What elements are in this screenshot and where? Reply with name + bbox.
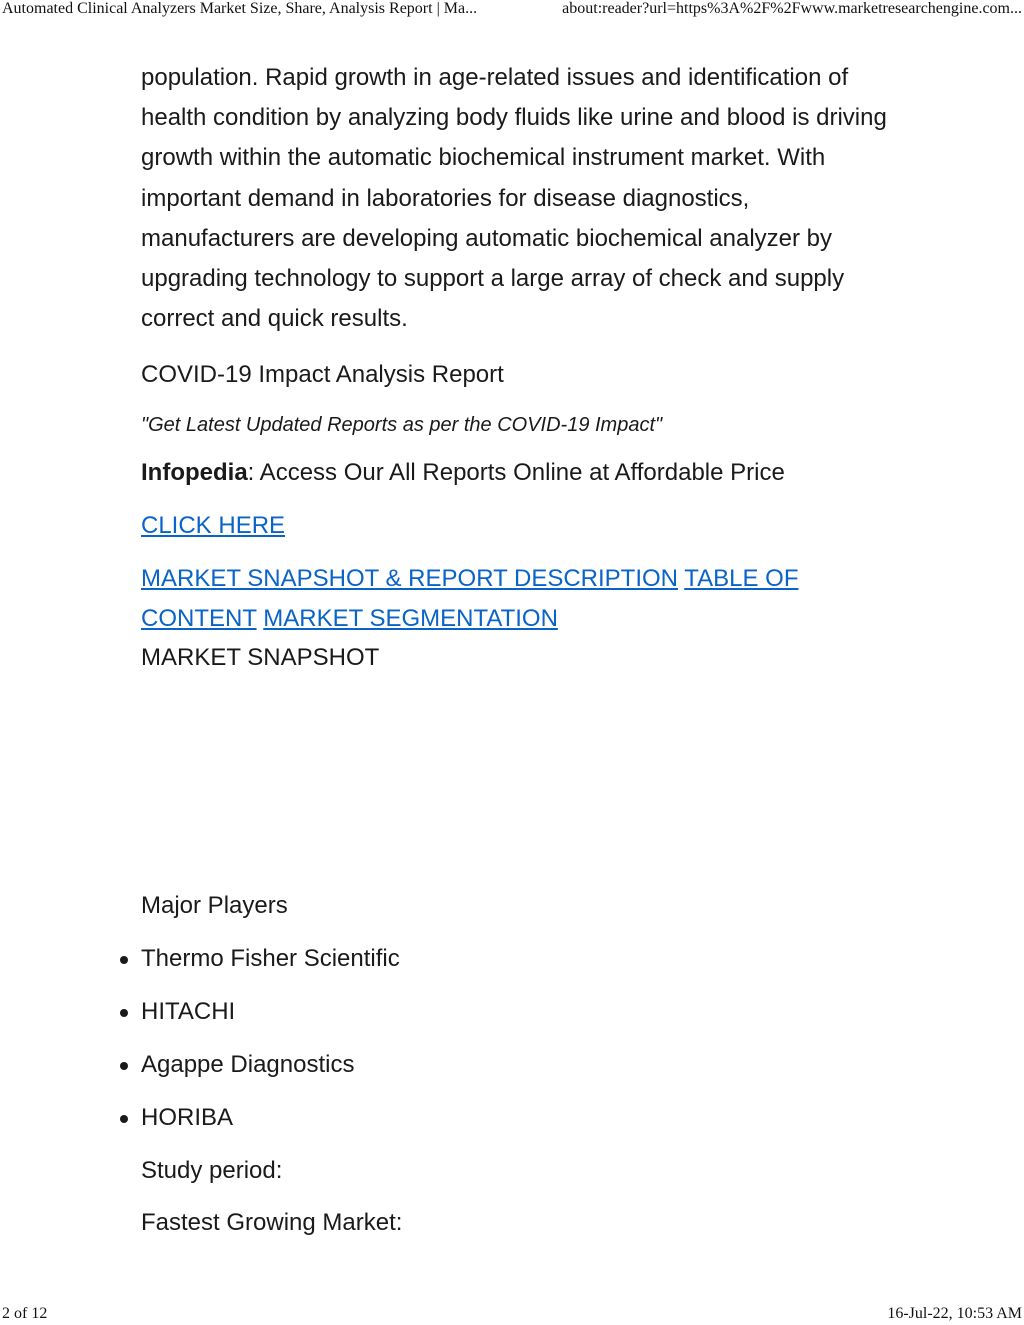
bullet-icon (120, 956, 128, 964)
fastest-growing-label: Fastest Growing Market: (141, 1209, 403, 1237)
infopedia-label: Infopedia (141, 459, 248, 487)
list-item (141, 1050, 901, 1080)
reader-article (141, 58, 901, 1260)
intro-paragraph: population. Rapid growth in age-related issues and identification of health condition by analyzing body fluids like urine and blood is driving growth within the automatic biochemical instrument market. With important demand in laboratories for disease diagnostics, manufacturers are developing automatic biochemical analyzer by upgrading technology to support a large array of check and supply correct and quick results. (141, 64, 887, 333)
bullet-icon (120, 1009, 128, 1017)
study-period-label: Study period: (141, 1157, 283, 1185)
page-number: 2 of 12 (2, 1305, 48, 1322)
major-players-label: Major Players (141, 892, 288, 920)
print-header (0, 0, 1024, 22)
snapshot-blank-area (141, 673, 901, 891)
player-name: HITACHI (141, 998, 236, 1026)
player-name: Agappe Diagnostics (141, 1051, 355, 1079)
report-nav-links (141, 559, 901, 639)
covid-heading: COVID-19 Impact Analysis Report (141, 361, 504, 389)
snapshot-title: MARKET SNAPSHOT (141, 644, 380, 672)
players-list (141, 944, 901, 1133)
infopedia-line (141, 458, 901, 488)
covid-note: "Get Latest Updated Reports as per the COVID-19 Impact" (141, 414, 663, 437)
list-item (141, 997, 901, 1027)
player-name: Thermo Fisher Scientific (141, 945, 400, 973)
infopedia-text: : Access Our All Reports Online at Affordable Price (247, 459, 785, 487)
print-footer (0, 1305, 1024, 1325)
list-item (141, 1103, 901, 1133)
click-here-link[interactable]: CLICK HERE (141, 512, 286, 540)
bullet-icon (120, 1115, 128, 1123)
segmentation-link[interactable]: MARKET SEGMENTATION (263, 605, 558, 633)
print-datetime: 16-Jul-22, 10:53 AM (887, 1305, 1022, 1322)
table-of-content-link[interactable]: TABLE OF CONTENT (141, 565, 799, 633)
list-item (141, 944, 901, 974)
print-header-title: Automated Clinical Analyzers Market Size, Share, Analysis Report | Ma... (2, 0, 478, 17)
print-header-url: about:reader?url=https%3A%2F%2Fwww.marketresearchengine.com... (562, 0, 1022, 17)
bullet-icon (120, 1062, 128, 1070)
snapshot-description-link[interactable]: MARKET SNAPSHOT & REPORT DESCRIPTION (141, 565, 678, 593)
player-name: HORIBA (141, 1104, 234, 1132)
